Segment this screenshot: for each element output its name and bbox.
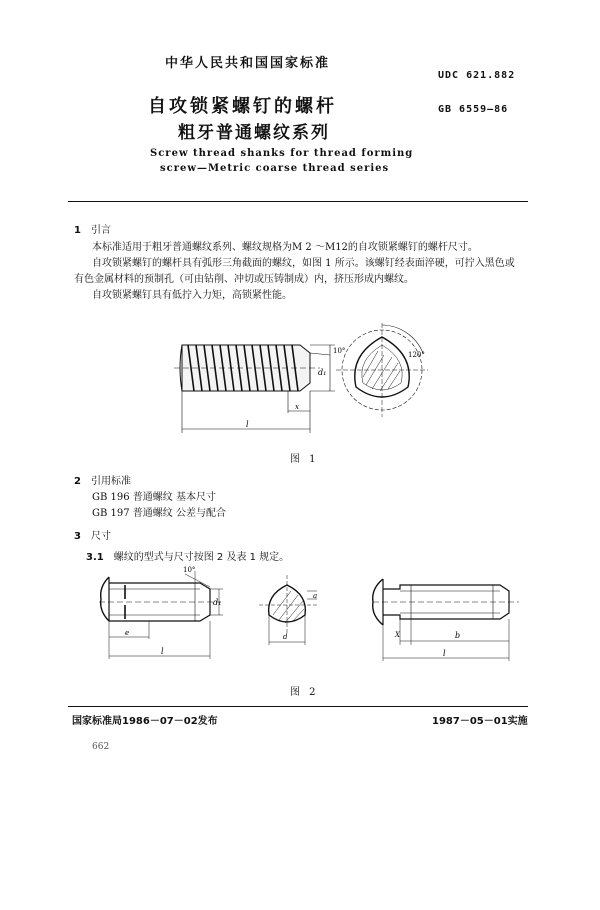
title-chinese-line2: 粗牙普通螺纹系列 [178,123,330,143]
udc-code: UDC 621.882 [438,70,516,81]
header-divider [68,201,528,202]
reference-standard-1: GB 196 普通螺纹 基本尺寸 [92,492,216,503]
figure1-angle-small: 10° [333,347,346,355]
section1-title: 引言 [90,225,111,236]
figure1-threaded-shank [174,345,335,433]
section1-paragraph2a: 自攻锁紧螺钉的螺杆具有弧形三角截面的螺纹，如图 1 所示。该螺钉经表面淬硬，可拧入黑色或 [92,258,515,269]
figure1-dim-l: l [246,420,249,429]
figure2-caption: 图 2 [290,687,319,698]
page-number: 662 [92,742,110,752]
subsection-3-1-number: 3.1 [86,552,104,563]
section1-paragraph2b: 有色金属材料的预制孔（可由钻削、冲切或压铸制成）内，挤压形成内螺纹。 [74,274,414,285]
gb-standard-number: GB 6559—86 [438,104,509,115]
figure2-dim-d1: d₁ [213,598,222,607]
figure1-angle-large: 120° [408,351,425,359]
reference-standard-2: GB 197 普通螺纹 公差与配合 [92,508,226,519]
section2-heading [74,472,131,487]
section2-title: 引用标准 [90,476,131,487]
figure1-dim-d1: d₁ [318,368,327,377]
section1-paragraph1: 本标准适用于粗牙普通螺纹系列、螺纹规格为M 2 ～M12的自攻锁紧螺钉的螺杆尺寸。 [92,242,478,253]
figure2-screw-threaded-view [373,579,519,661]
figure2-angle: 10° [183,566,196,574]
section1-paragraph3: 自攻锁紧螺钉具有低拧入力矩，高锁紧性能。 [92,290,292,301]
footer-divider [68,706,528,707]
title-english-line1: Screw thread shanks for thread forming [150,148,414,159]
section2-number: 2 [74,476,81,487]
figure2-dim-a: a [313,592,318,600]
figure1-drawing [170,315,460,445]
figure2-dim-x: X [395,631,400,639]
section3-number: 3 [74,531,81,542]
subsection-3-1-text: 螺纹的型式与尺寸按图 2 及表 1 规定。 [113,552,290,563]
figure2-dim-e: e [125,629,130,637]
figure2-drawing [95,565,525,670]
figure1-caption: 图 1 [290,454,319,465]
title-chinese-line1: 自攻锁紧螺钉的螺杆 [148,96,337,117]
figure1-dim-x: x [295,403,299,411]
effective-date: 1987－05－01实施 [432,716,528,727]
section1-heading [74,221,111,236]
figure1-cross-section [336,323,428,417]
section3-title: 尺寸 [90,531,111,542]
figure2-dim-l-right: l [443,649,446,658]
section3-heading [74,527,111,542]
figure2-cross-section [259,575,317,645]
figure2-dim-b: b [455,631,461,640]
figure2-dim-l-left: l [161,647,164,656]
issuing-country-header: 中华人民共和国国家标准 [165,56,331,71]
issued-date: 国家标准局1986－07－02发布 [72,716,218,727]
section1-number: 1 [74,225,81,236]
figure2-dim-d: d [283,633,288,641]
figure2-screw-side-view [99,571,223,659]
title-english-line2: screw—Metric coarse thread series [160,163,390,174]
subsection-3-1 [86,550,289,565]
